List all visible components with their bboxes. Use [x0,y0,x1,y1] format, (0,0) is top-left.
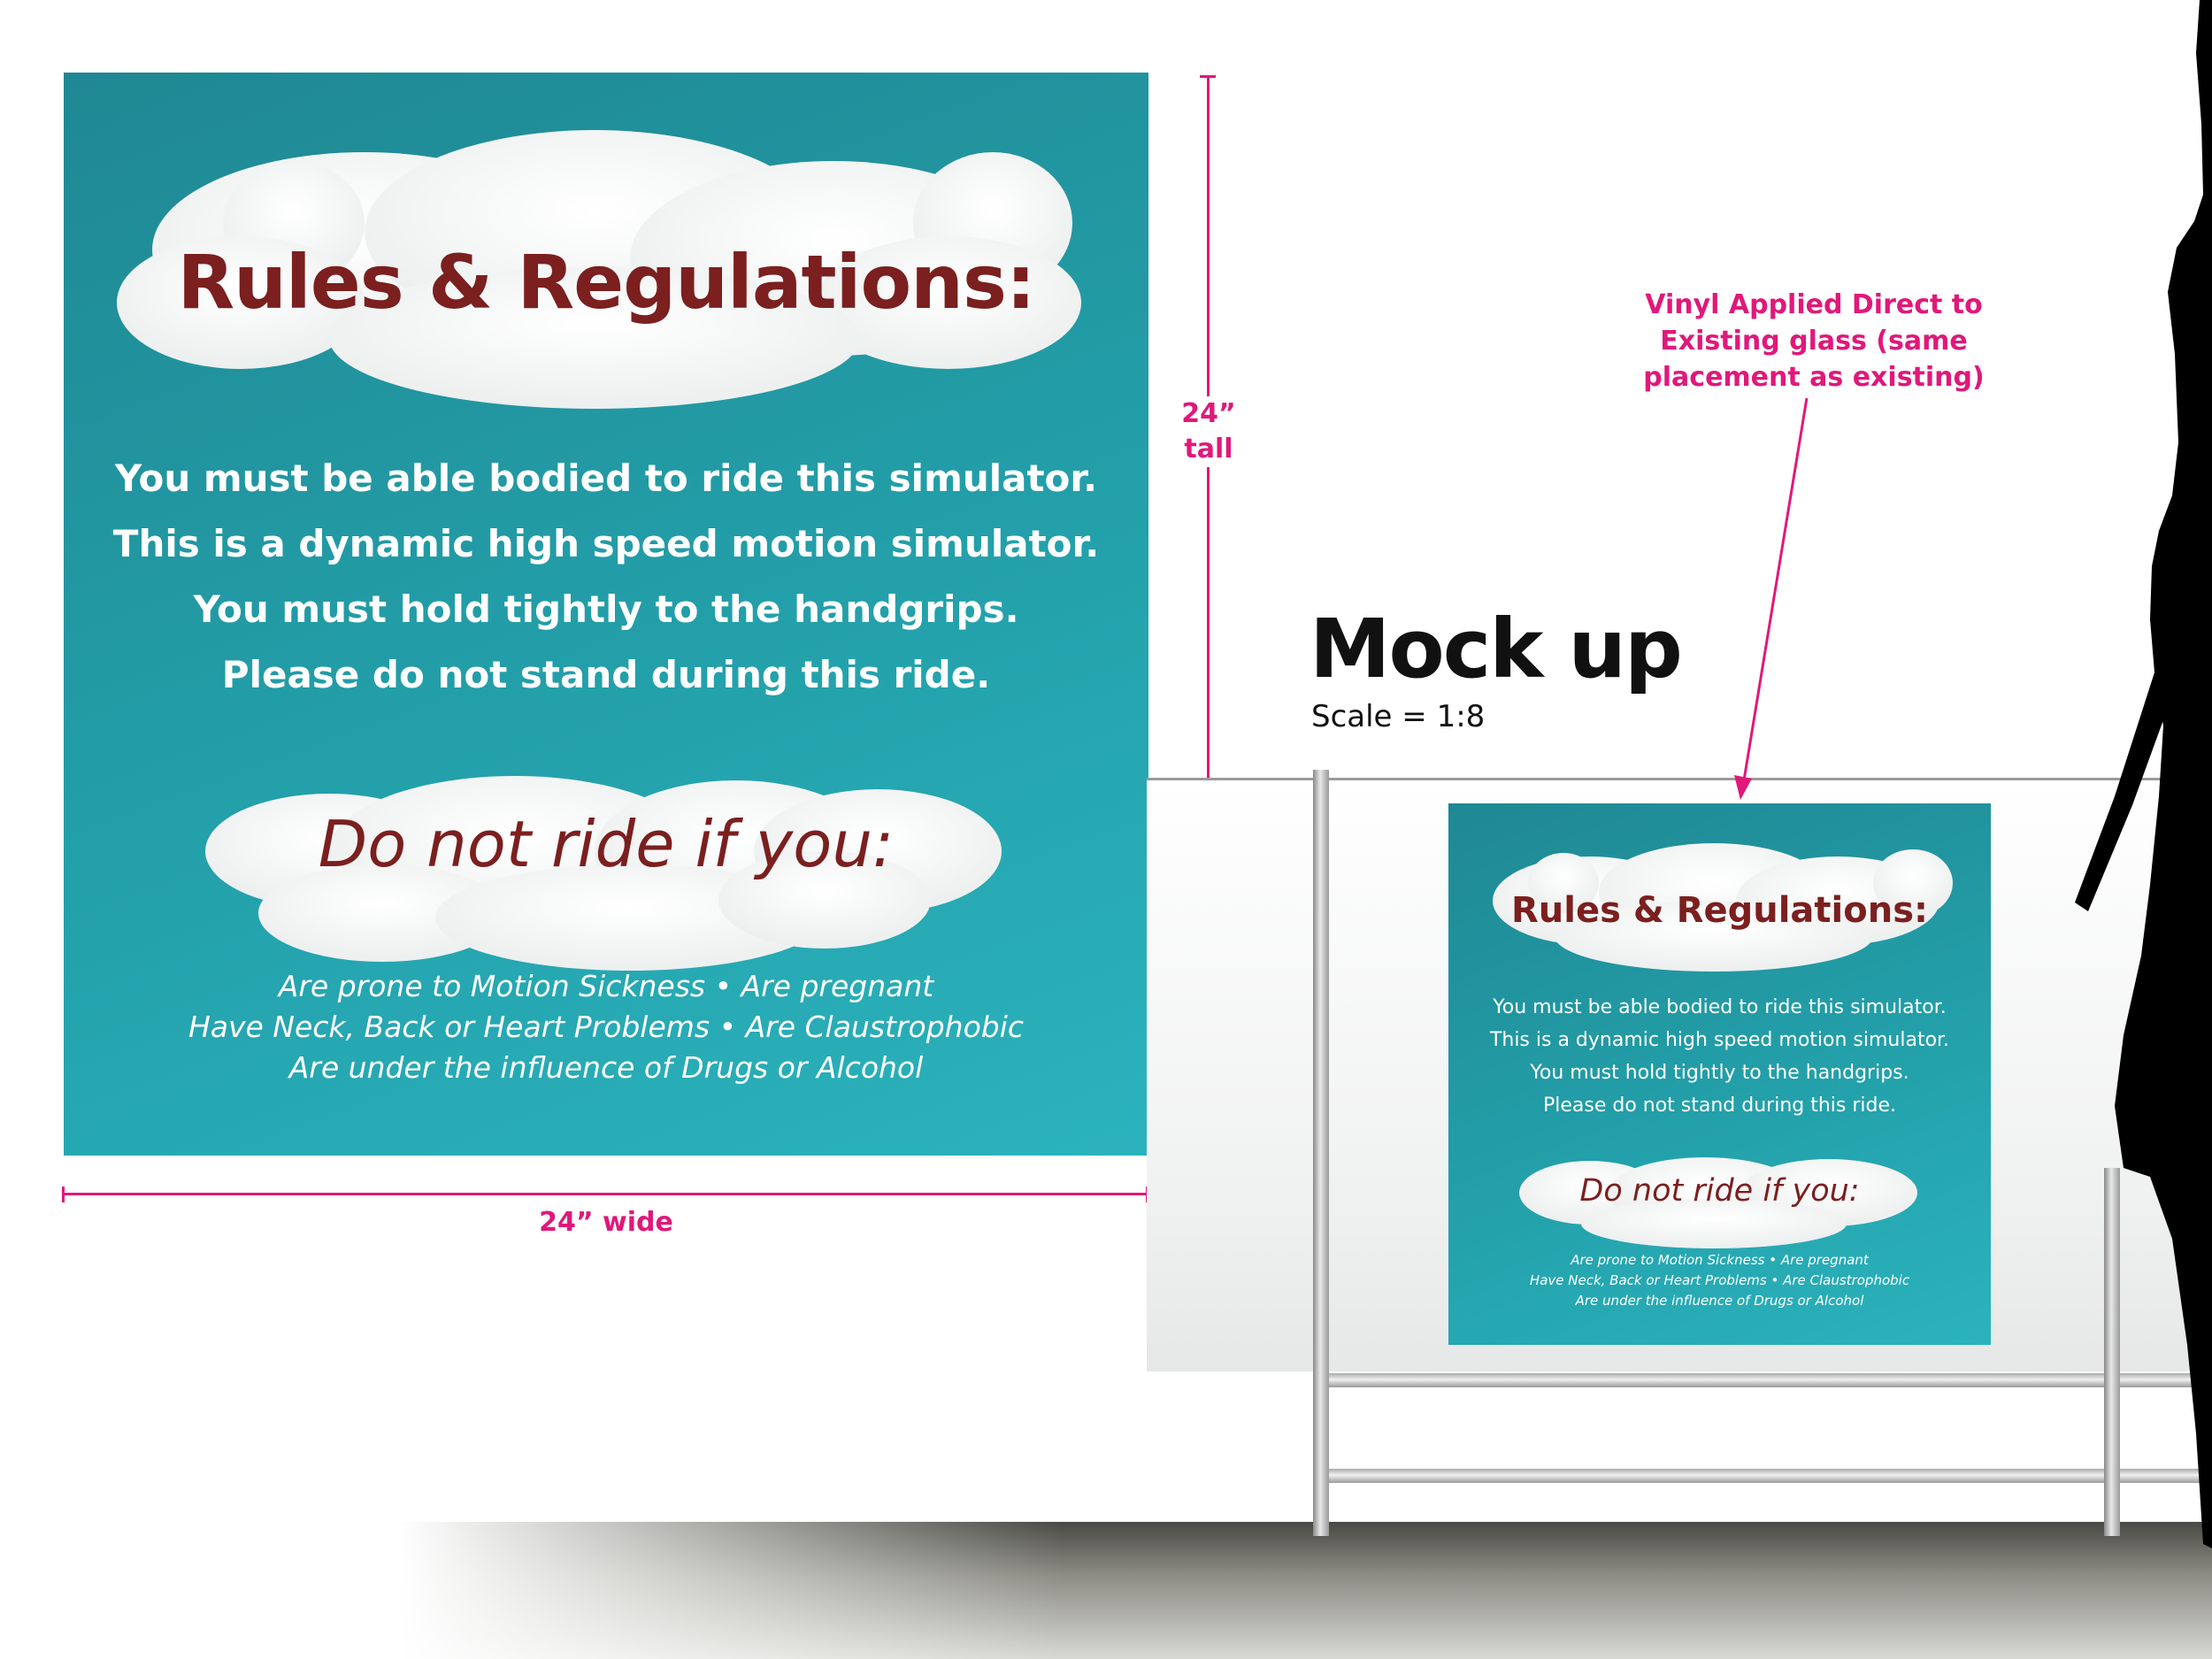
conditions-list [1448,1250,1991,1311]
person-silhouette [1991,0,2212,1659]
condition-item: Are prone to Motion Sickness • Are pregnant [278,969,934,1003]
sign-heading: Rules & Regulations: [1511,890,1928,931]
width-dimension-line [62,1193,1148,1195]
height-unit: tall [1184,434,1233,465]
annotation-line: Vinyl Applied Direct to [1645,289,1983,320]
railing-post-left [1313,770,1329,1536]
width-dimension-cap-left [62,1187,65,1202]
height-dimension-label [1173,396,1244,467]
height-value: 24” [1181,398,1236,429]
rule-item: Please do not stand during this ride. [1542,1094,1897,1117]
rule-item: You must hold tightly to the handgrips. [1530,1062,1909,1084]
annotation-arrow-icon [1725,396,1832,803]
sign-subheading: Do not ride if you: [1579,1173,1860,1209]
mockup-scale: Scale = 1:8 [1311,699,1486,734]
sign-subheading: Do not ride if you: [318,807,895,881]
annotation-line: placement as existing) [1643,362,1985,393]
rule-item: You must be able bodied to ride this simulator. [1493,996,1947,1018]
height-dimension-cap-top [1200,75,1216,78]
rule-item: Please do not stand during this ride. [221,653,991,696]
rule-item: This is a dynamic high speed motion simulator. [112,522,1100,565]
condition-item: Have Neck, Back or Heart Problems • Are Claustrophobic [188,1010,1025,1044]
mockup-title: Mock up [1310,602,1681,696]
rule-item: This is a dynamic high speed motion simulator. [1489,1029,1950,1051]
rules-list [64,446,1148,708]
annotation-line: Existing glass (same [1660,326,1968,357]
mockup-sign [1448,803,1991,1345]
condition-item: Are under the influence of Drugs or Alcohol [288,1050,924,1085]
sign-artwork [64,73,1148,1156]
condition-item: Are under the influence of Drugs or Alcohol [1575,1293,1864,1309]
placement-annotation [1624,287,2004,396]
width-dimension-label: 24” wide [539,1207,673,1238]
condition-item: Have Neck, Back or Heart Problems • Are Claustrophobic [1529,1272,1910,1288]
sign-heading: Rules & Regulations: [177,239,1035,326]
rule-item: You must be able bodied to ride this simulator. [114,457,1098,500]
condition-item: Are prone to Motion Sickness • Are pregnant [1571,1252,1869,1268]
rule-item: You must hold tightly to the handgrips. [193,588,1019,631]
rules-list [1448,991,1991,1122]
conditions-list [64,966,1148,1088]
